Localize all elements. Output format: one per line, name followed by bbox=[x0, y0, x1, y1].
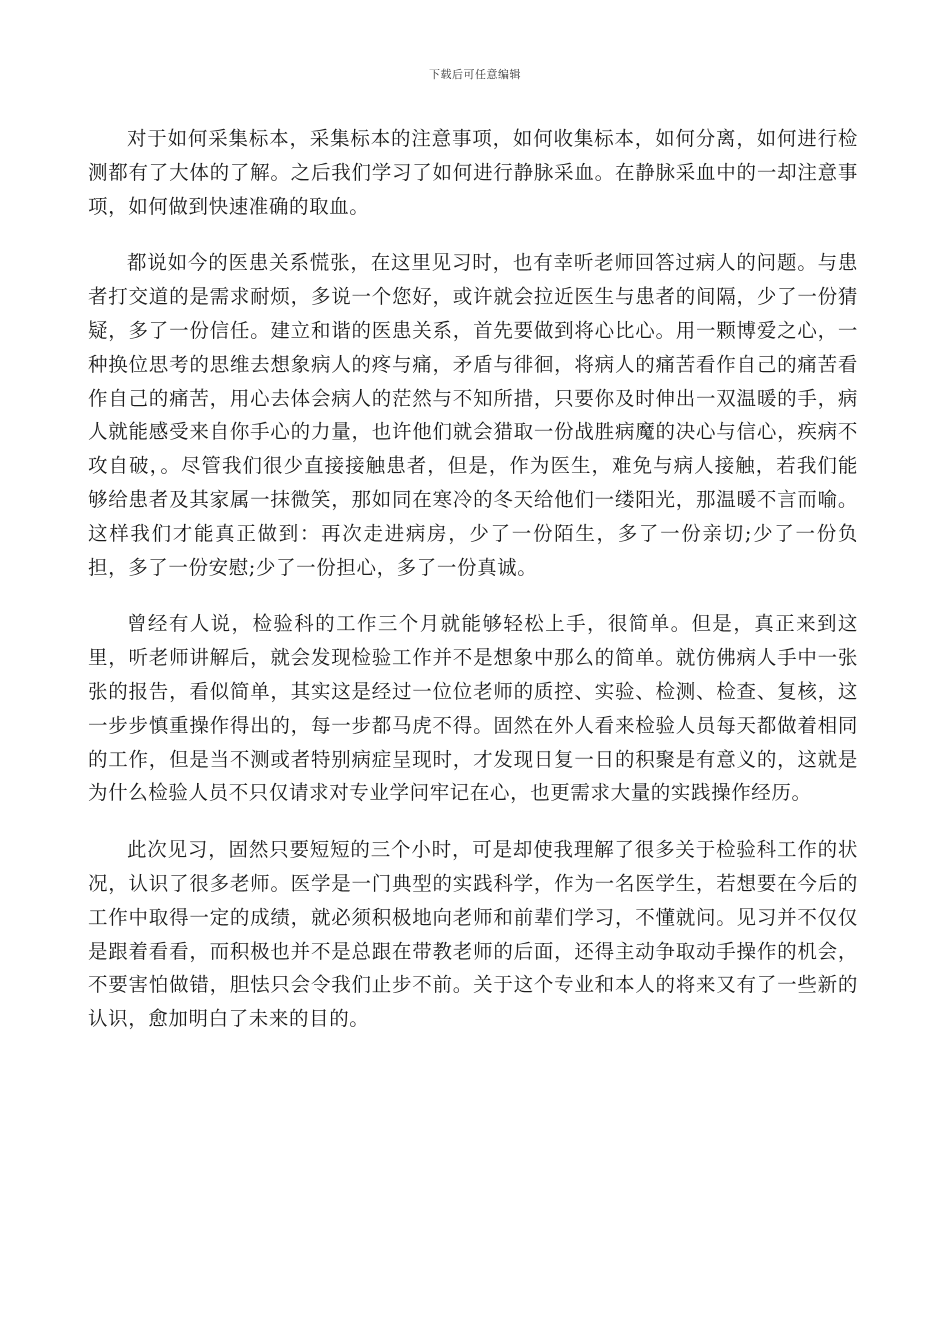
paragraph-1: 对于如何采集标本，采集标本的注意事项，如何收集标本，如何分离，如何进行检测都有了大体的了解。之后我们学习了如何进行静脉采血。在静脉采血中的一却注意事项，如何做到快速准确的取血。 bbox=[88, 127, 858, 218]
header-note: 下载后可任意编辑 bbox=[429, 68, 521, 81]
document-body bbox=[88, 122, 858, 1059]
paragraph-4: 此次见习，固然只要短短的三个小时，可是却使我理解了很多关于检验科工作的状况，认识了很多老师。医学是一门典型的实践科学，作为一名医学生，若想要在今后的工作中取得一定的成绩，就必须积极地向老师和前辈们学习，不懂就问。见习并不仅仅是跟着看看，而积极也并不是总跟在带教老师的后面，还得主动争取动手操作的机会，不要害怕做错，胆怯只会令我们止步不前。关于这个专业和本人的将来又有了一些新的认识，愈加明白了未来的目的。 bbox=[88, 838, 858, 1031]
paragraph-2: 都说如今的医患关系慌张，在这里见习时，也有幸听老师回答过病人的问题。与患者打交道的是需求耐烦，多说一个您好，或许就会拉近医生与患者的间隔，少了一份猜疑，多了一份信任。建立和谐的医患关系，首先要做到将心比心。用一颗博爱之心，一种换位思考的思维去想象病人的疼与痛，矛盾与徘徊，将病人的痛苦看作自己的痛苦看作自己的痛苦，用心去体会病人的茫然与不知所措，只要你及时伸出一双温暖的手，病人就能感受来自你手心的力量，也许他们就会猎取一份战胜病魔的决心与信心，疾病不攻自破，。尽管我们很少直接接触患者，但是，作为医生，难免与病人接触，若我们能够给患者及其家属一抹微笑，那如同在寒冷的冬天给他们一缕阳光，那温暖不言而喻。这样我们才能真正做到：再次走进病房，少了一份陌生，多了一份亲切;少了一份负担，多了一份安慰;少了一份担心，多了一份真诚。 bbox=[88, 251, 858, 579]
paragraph-3: 曾经有人说，检验科的工作三个月就能够轻松上手，很简单。但是，真正来到这里，听老师讲解后，就会发现检验工作并不是想象中那么的简单。就仿佛病人手中一张张的报告，看似简单，其实这是经过一位位老师的质控、实验、检测、检查、复核，这一步步慎重操作得出的，每一步都马虎不得。固然在外人看来检验人员每天都做着相同的工作，但是当不测或者特别病症呈现时，才发现日复一日的积聚是有意义的，这就是为什么检验人员不只仅请求对专业学问牢记在心，也更需求大量的实践操作经历。 bbox=[88, 612, 858, 805]
